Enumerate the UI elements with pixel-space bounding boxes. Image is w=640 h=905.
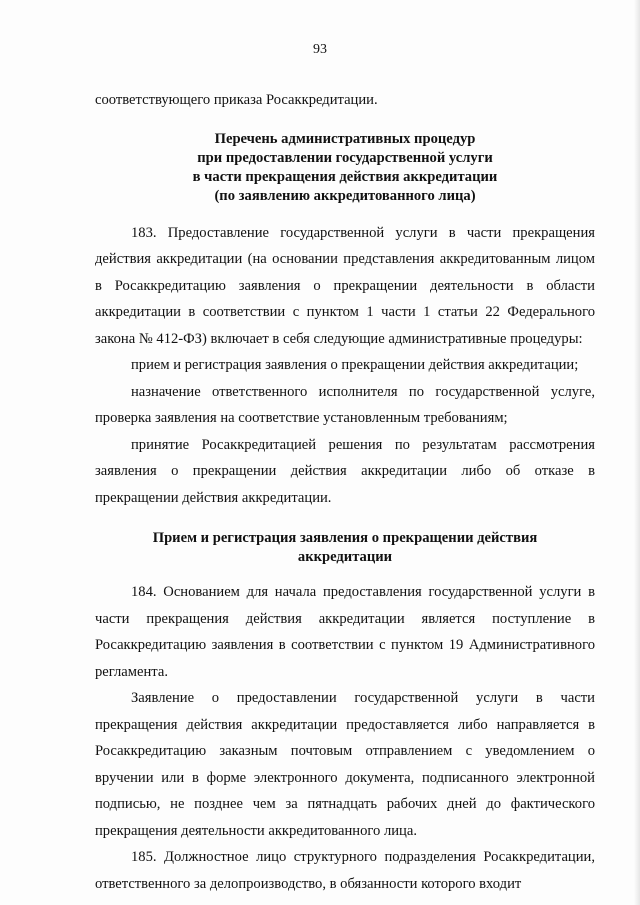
intro-line: соответствующего приказа Росаккредитации.	[95, 92, 378, 108]
document-body	[95, 87, 595, 897]
paragraph-183: 183. Предоставление государственной услуги в части прекращения действия аккредитации (на основании представления аккредитованным лицом в Росаккредитацию заявления о прекращении деятельности в области аккредитации в соответствии с пунктом 1 части 1 статьи 22 Федерального закона № 412-ФЗ) включает в себя следующие административные процедуры:	[95, 224, 595, 347]
paragraph-185: 185. Должностное лицо структурного подразделения Росаккредитации, ответственного за делопроизводство, в обязанности которого входит	[95, 849, 595, 892]
heading-line: Прием и регистрация заявления о прекращении действия	[152, 530, 538, 546]
heading-line: Перечень административных процедур	[214, 130, 476, 147]
procedure-item-2: назначение ответственного исполнителя по государственной услуге, проверка заявления на соответствие установленным требованиям;	[95, 383, 595, 426]
heading-line: в части прекращения действия аккредитации	[192, 168, 498, 185]
page-edge-shadow	[634, 0, 640, 905]
page-number: 93	[313, 42, 327, 57]
heading-line: при предоставлении государственной услуги	[197, 149, 493, 166]
paragraph-184: 184. Основанием для начала предоставления государственной услуги в части прекращения действия аккредитации является поступление в Росаккредитацию заявления в соответствии с пунктом 19 Административного регламента.	[95, 584, 595, 680]
heading-line: (по заявлению аккредитованного лица)	[214, 187, 476, 204]
procedure-item-3: принятие Росаккредитацией решения по результатам рассмотрения заявления о прекращении действия аккредитации либо об отказе в прекращении действия аккредитации.	[95, 436, 595, 506]
heading-line: аккредитации	[297, 549, 393, 565]
section-heading-procedures	[95, 130, 595, 206]
paragraph-184-application: Заявление о предоставлении государственной услуги в части прекращения действия аккредитации предоставляется либо направляется в Росаккредитацию заказным почтовым отправлением с уведомлением о вручении или в форме электронного документа, подписанного электронной подписью, не позднее чем за пятнадцать рабочих дней до фактического прекращения деятельности аккредитованного лица.	[95, 690, 595, 839]
section-heading-registration	[95, 529, 595, 567]
procedure-item-1: прием и регистрация заявления о прекращении действия аккредитации;	[131, 357, 579, 373]
